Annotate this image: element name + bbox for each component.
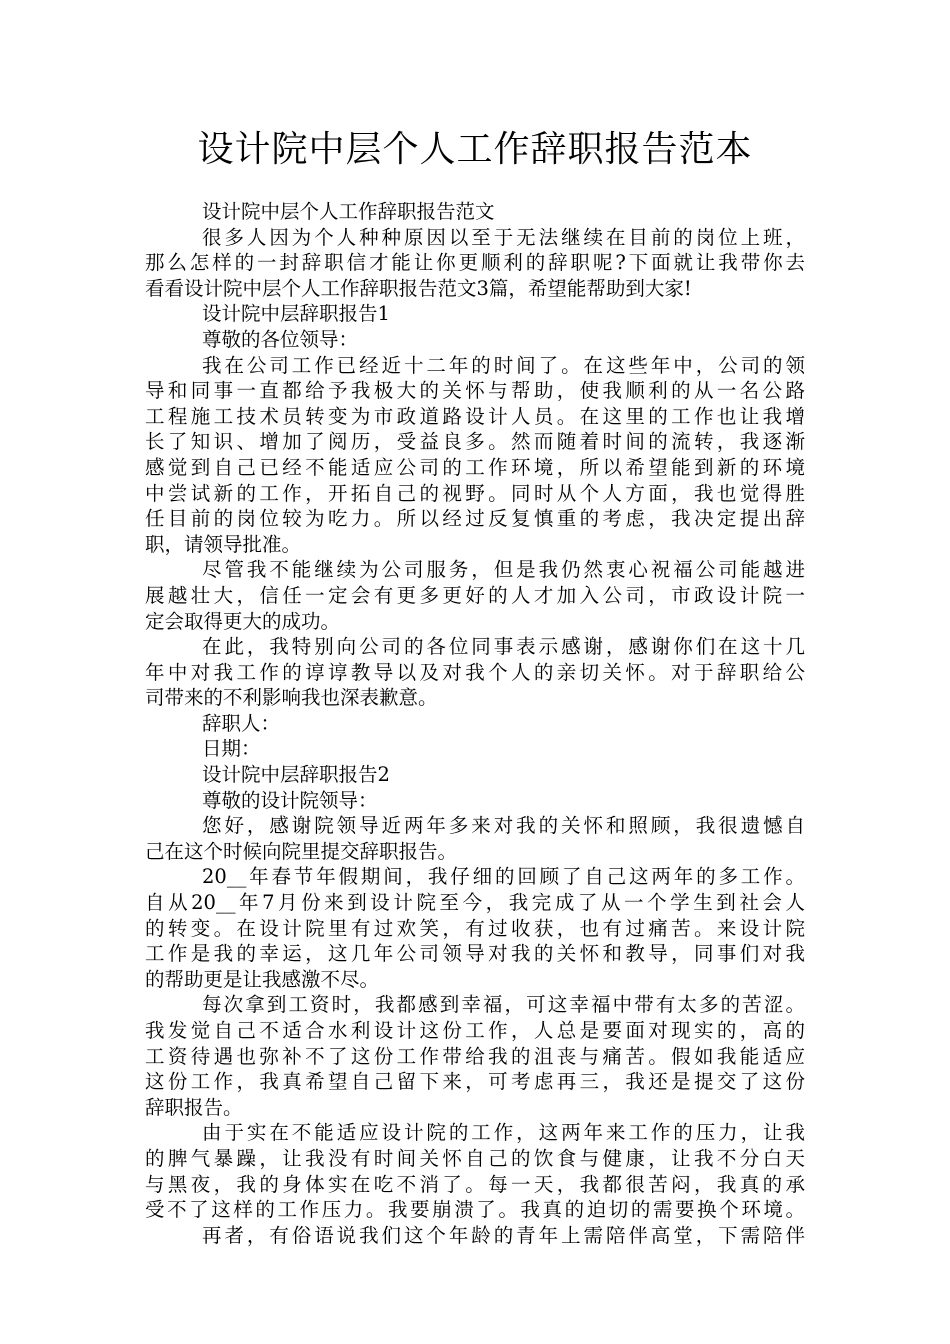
text-line: 设计院中层辞职报告1 [202, 302, 390, 326]
text-line: 自从20__年7月份来到设计院至今，我完成了从一个学生到社会人 [145, 891, 805, 915]
text-line: 辞职人： [202, 711, 281, 735]
document-body [145, 199, 805, 1248]
text-line: 工作是我的幸运，这几年公司领导对我的关怀和教导，同事们对我 [145, 942, 805, 966]
text-line: 您好，感谢院领导近两年多来对我的关怀和照顾，我很遗憾自 [202, 814, 805, 838]
text-line: 定会取得更大的成功。 [145, 609, 341, 633]
text-line: 职，请领导批准。 [145, 532, 302, 556]
text-line: 尊敬的各位领导： [202, 327, 359, 351]
text-line: 己在这个时候向院里提交辞职报告。 [145, 839, 458, 863]
text-line: 长了知识、增加了阅历，受益良多。然而随着时间的流转，我逐渐 [145, 430, 805, 454]
text-line: 20__年春节年假期间，我仔细的回顾了自己这两年的多工作。 [202, 865, 805, 889]
text-line: 工程施工技术员转变为市政道路设计人员。在这里的工作也让我增 [145, 404, 805, 428]
text-line: 年中对我工作的谆谆教导以及对我个人的亲切关怀。对于辞职给公 [145, 660, 805, 684]
text-line: 尽管我不能继续为公司服务，但是我仍然衷心祝福公司能越进 [202, 558, 805, 582]
text-line: 日期： [202, 737, 261, 761]
text-line: 我在公司工作已经近十二年的时间了。在这些年中，公司的领 [202, 353, 805, 377]
text-line: 与黑夜，我的身体实在吃不消了。每一天，我都很苦闷，我真的承 [145, 1172, 805, 1196]
text-line: 在此，我特别向公司的各位同事表示感谢，感谢你们在这十几 [202, 635, 805, 659]
text-line: 那么怎样的一封辞职信才能让你更顺利的辞职呢?下面就让我带你去 [145, 251, 805, 275]
text-line: 的帮助更是让我感激不尽。 [145, 967, 380, 991]
text-line: 的脾气暴躁，让我没有时间关怀自己的饮食与健康，让我不分白天 [145, 1146, 805, 1170]
text-line: 由于实在不能适应设计院的工作，这两年来工作的压力，让我 [202, 1121, 805, 1145]
text-line: 任目前的岗位较为吃力。所以经过反复慎重的考虑，我决定提出辞 [145, 507, 805, 531]
text-line: 司带来的不利影响我也深表歉意。 [145, 686, 438, 710]
text-line: 很多人因为个人种种原因以至于无法继续在目前的岗位上班， [202, 225, 805, 249]
text-line: 辞职报告。 [145, 1095, 243, 1119]
text-line: 设计院中层个人工作辞职报告范文 [202, 200, 495, 223]
text-line: 再者，有俗语说我们这个年龄的青年上需陪伴高堂，下需陪伴 [202, 1223, 805, 1247]
text-line: 尊敬的设计院领导： [202, 788, 378, 812]
text-line: 受不了这样的工作压力。我要崩溃了。我真的迫切的需要换个环境。 [145, 1198, 805, 1222]
text-line: 每次拿到工资时，我都感到幸福，可这幸福中带有太多的苦涩。 [202, 993, 805, 1017]
text-line: 工资待遇也弥补不了这份工作带给我的沮丧与痛苦。假如我能适应 [145, 1044, 805, 1068]
text-line: 展越壮大，信任一定会有更多更好的人才加入公司，市政设计院一 [145, 583, 805, 607]
text-line: 感觉到自己已经不能适应公司的工作环境，所以希望能到新的环境 [145, 455, 805, 479]
document-title: 设计院中层个人工作辞职报告范本 [197, 129, 753, 170]
text-line: 我发觉自己不适合水利设计这份工作，人总是要面对现实的，高的 [145, 1019, 805, 1042]
text-line: 的转变。在设计院里有过欢笑，有过收获，也有过痛苦。来设计院 [145, 916, 805, 940]
text-line: 导和同事一直都给予我极大的关怀与帮助，使我顺利的从一名公路 [145, 379, 805, 403]
text-line: 设计院中层辞职报告2 [202, 763, 390, 787]
text-line: 中尝试新的工作，开拓自己的视野。同时从个人方面，我也觉得胜 [145, 481, 805, 505]
text-line: 看看设计院中层个人工作辞职报告范文3篇，希望能帮助到大家! [145, 276, 692, 300]
text-line: 这份工作，我真希望自己留下来，可考虑再三，我还是提交了这份 [145, 1070, 805, 1094]
